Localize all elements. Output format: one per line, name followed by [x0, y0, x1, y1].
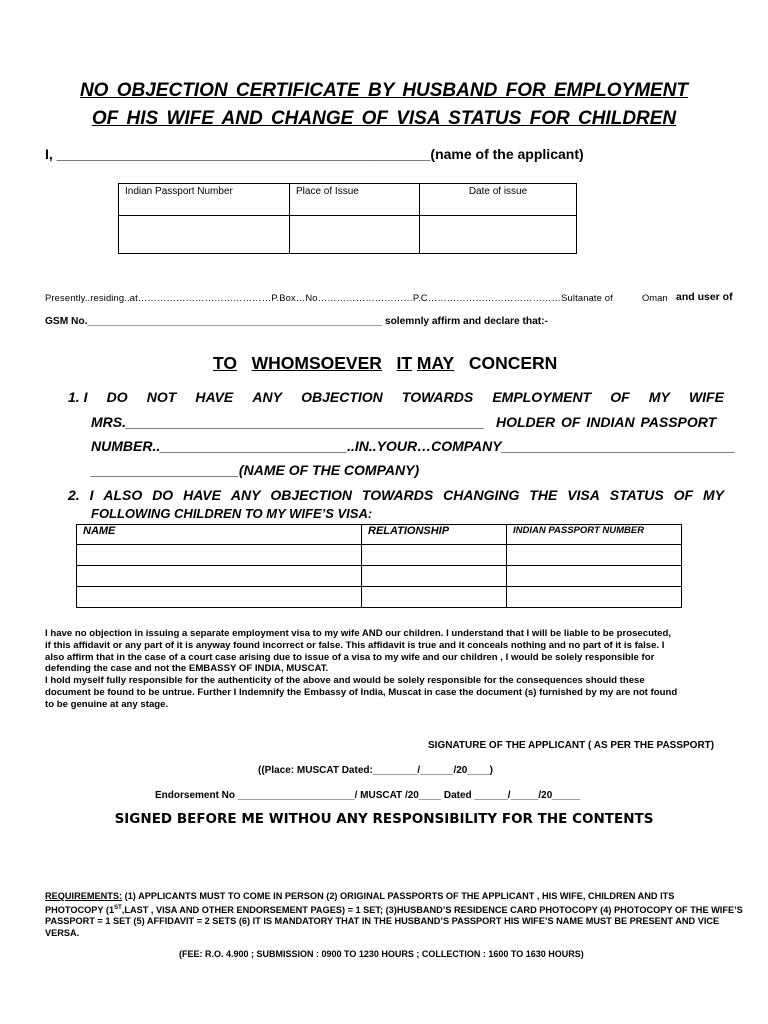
applicant-name-blank[interactable]: ________________________________________________ [56, 146, 431, 162]
item-2-word: CHANGING [443, 487, 520, 503]
declaration-line: to be genuine at any stage. [45, 698, 169, 710]
declaration-paragraph [45, 628, 677, 711]
declaration-line: I have no objection in issuing a separate employment visa to my wife AND our children. I understand that I will be liable to be prosecuted, [45, 628, 672, 639]
item-2-word: OBJECTION [270, 487, 353, 503]
item-2-word: ANY [230, 487, 261, 503]
child-passport-cell[interactable] [507, 566, 682, 587]
table-row [77, 566, 682, 587]
country-oman: Oman [642, 292, 668, 303]
residence-text: Presently..residing..at……………………………………P.Box…No…………………………P.C……………………………………Sultanate of [45, 292, 613, 303]
requirements-line-2 [45, 903, 743, 917]
certificate-title-line-1: NO OBJECTION CERTIFICATE BY HUSBAND FOR EMPLOYMENT [79, 80, 689, 101]
wife-name-line[interactable]: MRS.______________________________________________ [91, 414, 485, 430]
item-1-word: WIFE [688, 389, 724, 405]
certificate-title-line-2: OF HIS WIFE AND CHANGE OF VISA STATUS FOR CHILDREN [91, 108, 677, 129]
company-name-line[interactable]: ___________________(NAME OF THE COMPANY) [91, 462, 420, 478]
superscript: ST [114, 904, 122, 911]
item-2-word: 2. [68, 487, 80, 503]
header-relationship: RELATIONSHIP [362, 525, 507, 545]
child-name-cell[interactable] [77, 566, 362, 587]
cell-passport-number[interactable] [119, 216, 290, 254]
cell-place-of-issue[interactable] [290, 216, 420, 254]
declaration-line: I hold myself fully responsible for the authenticity of the above and would be solely responsible for the consequences should these [45, 675, 645, 687]
requirements-block [45, 891, 743, 939]
child-relationship-cell[interactable] [362, 566, 507, 587]
cell-date-of-issue[interactable] [420, 216, 577, 254]
endorsement-line: Endorsement No _____________________/ MUSCAT /20____ Dated ______/_____/20_____ [155, 790, 581, 801]
heading-it: IT [396, 353, 413, 373]
applicant-name-line [45, 146, 584, 162]
requirements-label: REQUIREMENTS: [45, 891, 123, 901]
item-2-line-1 [68, 487, 724, 503]
to-whomsoever-heading [213, 353, 557, 374]
item-1-word: HAVE [195, 389, 234, 405]
item-2-word: MY [702, 487, 724, 503]
place-date-line: ((Place: MUSCAT Dated:________/______/20____) [258, 765, 493, 776]
declaration-line: also affirm that in the case of a court case arising due to issue of a visa to my wife and our children , I would be solely responsible for [45, 651, 655, 663]
signature-line: SIGNATURE OF THE APPLICANT ( AS PER THE PASSPORT) [428, 740, 715, 751]
requirements-line-4: VERSA. [45, 927, 80, 938]
item-2-word: THE [529, 487, 558, 503]
item-2-word: STATUS [609, 487, 664, 503]
child-name-cell[interactable] [77, 545, 362, 566]
and-user-of-text: and user of [676, 291, 733, 303]
table-row [77, 587, 682, 608]
heading-concern: CONCERN [468, 353, 558, 373]
header-name: NAME [77, 525, 362, 545]
item-1-word: ANY [252, 389, 282, 405]
item-2-word: ALSO [103, 487, 143, 503]
item-1-word: OF [610, 389, 630, 405]
requirements-text: ,LAST , VISA AND OTHER ENDORSEMENT PAGES) = 1 SET; (3)HUSBAND’S RESIDENCE CARD PHOTOCOPY (4) PHOTOCOPY OF THE WIFE’S [121, 904, 743, 915]
item-1-word: DO [106, 389, 128, 405]
heading-to: TO [213, 353, 237, 373]
header-date-of-issue: Date of issue [420, 184, 577, 216]
table-row [77, 545, 682, 566]
heading-may: MAY [416, 353, 455, 373]
item-2-word: DO [152, 487, 174, 503]
child-relationship-cell[interactable] [362, 545, 507, 566]
requirements-text: PHOTOCOPY (1 [45, 904, 115, 915]
wife-passport-company-line[interactable]: NUMBER..________________________..IN..YOUR…COMPANY______________________________ [91, 438, 736, 454]
declaration-line: document be found to be untrue. Further I Indemnify the Embassy of India, Muscat in case the document (s) furnished by my are not found [45, 686, 678, 698]
declaration-line: if this affidavit or any part of it is anyway found incorrect or false. This affidavit is true and it conceals nothing and no part of it is false. I [45, 639, 665, 651]
item-2-word: TOWARDS [361, 487, 434, 503]
passport-details-table [118, 183, 577, 254]
item-2-word: VISA [567, 487, 600, 503]
heading-whomsoever: WHOMSOEVER [251, 353, 382, 373]
header-indian-passport-number: INDIAN PASSPORT NUMBER [507, 525, 682, 545]
gsm-line: GSM No.____________________________________________________ solemnly affirm and declare that:- [45, 316, 548, 327]
holder-of-passport-text: HOLDER OF INDIAN PASSPORT [496, 414, 717, 430]
item-1-word: 1. I [68, 389, 88, 405]
declaration-line: defending the case and not the EMBASSY OF INDIA, MUSCAT. [45, 663, 329, 675]
item-2-word: I [89, 487, 94, 503]
child-name-cell[interactable] [77, 587, 362, 608]
item-1-word: EMPLOYMENT [492, 389, 592, 405]
signed-before-me-text: SIGNED BEFORE ME WITHOU ANY RESPONSIBILITY FOR THE CONTENTS [114, 811, 654, 827]
header-place-of-issue: Place of Issue [290, 184, 420, 216]
item-1-line-1 [68, 389, 724, 405]
header-indian-passport-number: Indian Passport Number [119, 184, 290, 216]
child-passport-cell[interactable] [507, 587, 682, 608]
requirements-line-3: PASSPORT = 1 SET (5) AFFIDAVIT = 2 SETS (6) IT IS MANDATORY THAT IN THE HUSBAND’S PASSPORT HIS WIFE’S NAME MUST BE PRESENT AND VICE [45, 916, 720, 927]
applicant-prefix: I, [45, 146, 53, 162]
fee-line: (FEE: R.O. 4.900 ; SUBMISSION : 0900 TO 1230 HOURS ; COLLECTION : 1600 TO 1630 HOURS) [179, 949, 584, 959]
child-passport-cell[interactable] [507, 545, 682, 566]
applicant-name-caption: (name of the applicant) [430, 146, 584, 162]
following-children-text: FOLLOWING CHILDREN TO MY WIFE’S VISA: [91, 506, 373, 521]
item-1-word: OBJECTION [301, 389, 383, 405]
child-relationship-cell[interactable] [362, 587, 507, 608]
item-2-word: OF [673, 487, 694, 503]
item-1-word: TOWARDS [401, 389, 474, 405]
item-2-word: HAVE [183, 487, 221, 503]
item-1-word: MY [648, 389, 670, 405]
residence-line [45, 292, 613, 303]
requirements-line-1 [45, 891, 743, 903]
children-table [76, 524, 682, 608]
requirements-text: (1) APPLICANTS MUST TO COME IN PERSON (2) ORIGINAL PASSPORTS OF THE APPLICANT , HIS WIFE, CHILDREN AND ITS [122, 891, 675, 901]
item-1-word: NOT [146, 389, 177, 405]
